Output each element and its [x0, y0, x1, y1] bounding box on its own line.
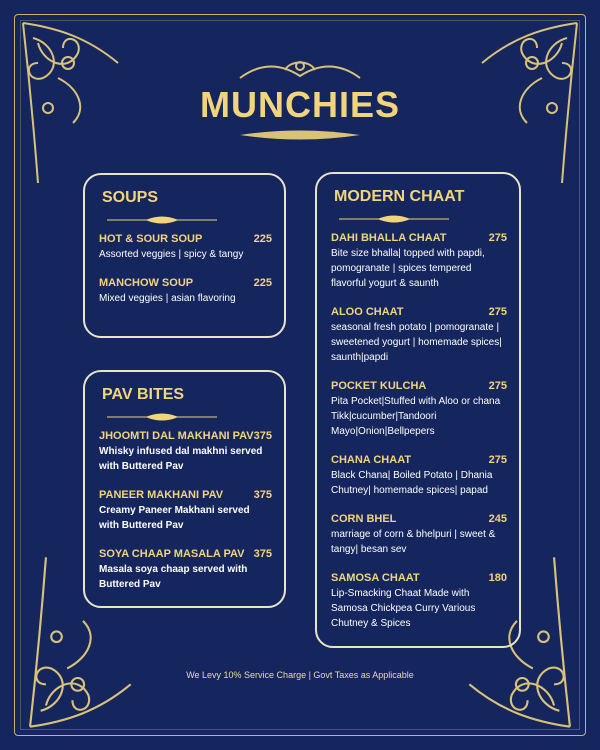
item-price: 375: [253, 489, 272, 501]
title-ornament: [235, 58, 365, 82]
item-price: 275: [488, 306, 507, 318]
item-name: MANCHOW SOUP: [99, 277, 194, 289]
item-price: 245: [488, 513, 507, 525]
section-heading: PAV BITES: [102, 386, 185, 403]
divider-ornament: [339, 214, 449, 224]
item-description: Assorted veggies | spicy & tangy: [99, 249, 244, 260]
pav-bites-section: [83, 370, 286, 608]
modern-chaat-section: [315, 172, 521, 648]
item-name: DAHI BHALLA CHAAT: [331, 232, 447, 244]
item-name: SOYA CHAAP MASALA PAV: [99, 548, 245, 560]
page-title: MUNCHIES: [199, 84, 400, 125]
item-price: 275: [488, 232, 507, 244]
item-description: Lip-Smacking Chaat Made with Samosa Chickpea Curry Various Chutney & Spices: [331, 588, 476, 629]
item-name: POCKET KULCHA: [331, 380, 427, 392]
item-name: JHOOMTI DAL MAKHANI PAV: [99, 430, 254, 442]
item-name: HOT & SOUR SOUP: [99, 233, 203, 245]
menu-item: [99, 548, 272, 592]
menu-item: [99, 277, 272, 306]
menu-item: [331, 513, 507, 557]
item-description: Mixed veggies | asian flavoring: [99, 293, 236, 304]
item-description: Black Chana| Boiled Potato | Dhania Chutney| homemade spices| papad: [331, 470, 493, 496]
divider-ornament: [107, 412, 217, 422]
title-underline-ornament: [240, 128, 360, 142]
item-name: ALOO CHAAT: [331, 306, 404, 318]
menu-item: [331, 572, 507, 631]
menu-item: [99, 233, 272, 262]
item-name: CORN BHEL: [331, 513, 397, 525]
menu-item: [331, 454, 507, 498]
divider-ornament: [107, 215, 217, 225]
item-price: 375: [253, 430, 272, 442]
item-price: 180: [488, 572, 507, 584]
item-name: CHANA CHAAT: [331, 454, 412, 466]
footer-note: We Levy 10% Service Charge | Govt Taxes as Applicable: [186, 670, 414, 680]
section-heading: SOUPS: [102, 189, 159, 206]
section-heading: MODERN CHAAT: [334, 188, 465, 205]
menu-item: [331, 232, 507, 291]
menu-item: [331, 306, 507, 365]
item-price: 375: [253, 548, 272, 560]
menu-item: [99, 430, 272, 474]
soups-section: [83, 173, 286, 338]
item-description: Bite size bhalla| topped with papdi, pomogranate | spices tempered flavorful yogurt & saunth: [331, 248, 485, 289]
item-description: marriage of corn & bhelpuri | sweet & tangy| besan sev: [331, 529, 496, 555]
item-description: Whisky infused dal makhni served with Buttered Pav: [99, 446, 263, 472]
item-description: seasonal fresh potato | pomogranate | sweetened yogurt | homemade spices| saunth|papdi: [331, 322, 502, 363]
menu-item: [99, 489, 272, 533]
item-name: SAMOSA CHAAT: [331, 572, 420, 584]
item-description: Masala soya chaap served with Buttered Pav: [99, 564, 248, 590]
item-price: 225: [253, 233, 272, 245]
item-description: Pita Pocket|Stuffed with Aloo or chana Tikk|cucumber|Tandoori Mayo|Onion|Bellpepers: [331, 396, 501, 437]
menu-item: [331, 380, 507, 439]
item-price: 275: [488, 380, 507, 392]
item-price: 275: [488, 454, 507, 466]
item-name: PANEER MAKHANI PAV: [99, 489, 224, 501]
item-price: 225: [253, 277, 272, 289]
item-description: Creamy Paneer Makhani served with Buttered Pav: [99, 505, 250, 531]
